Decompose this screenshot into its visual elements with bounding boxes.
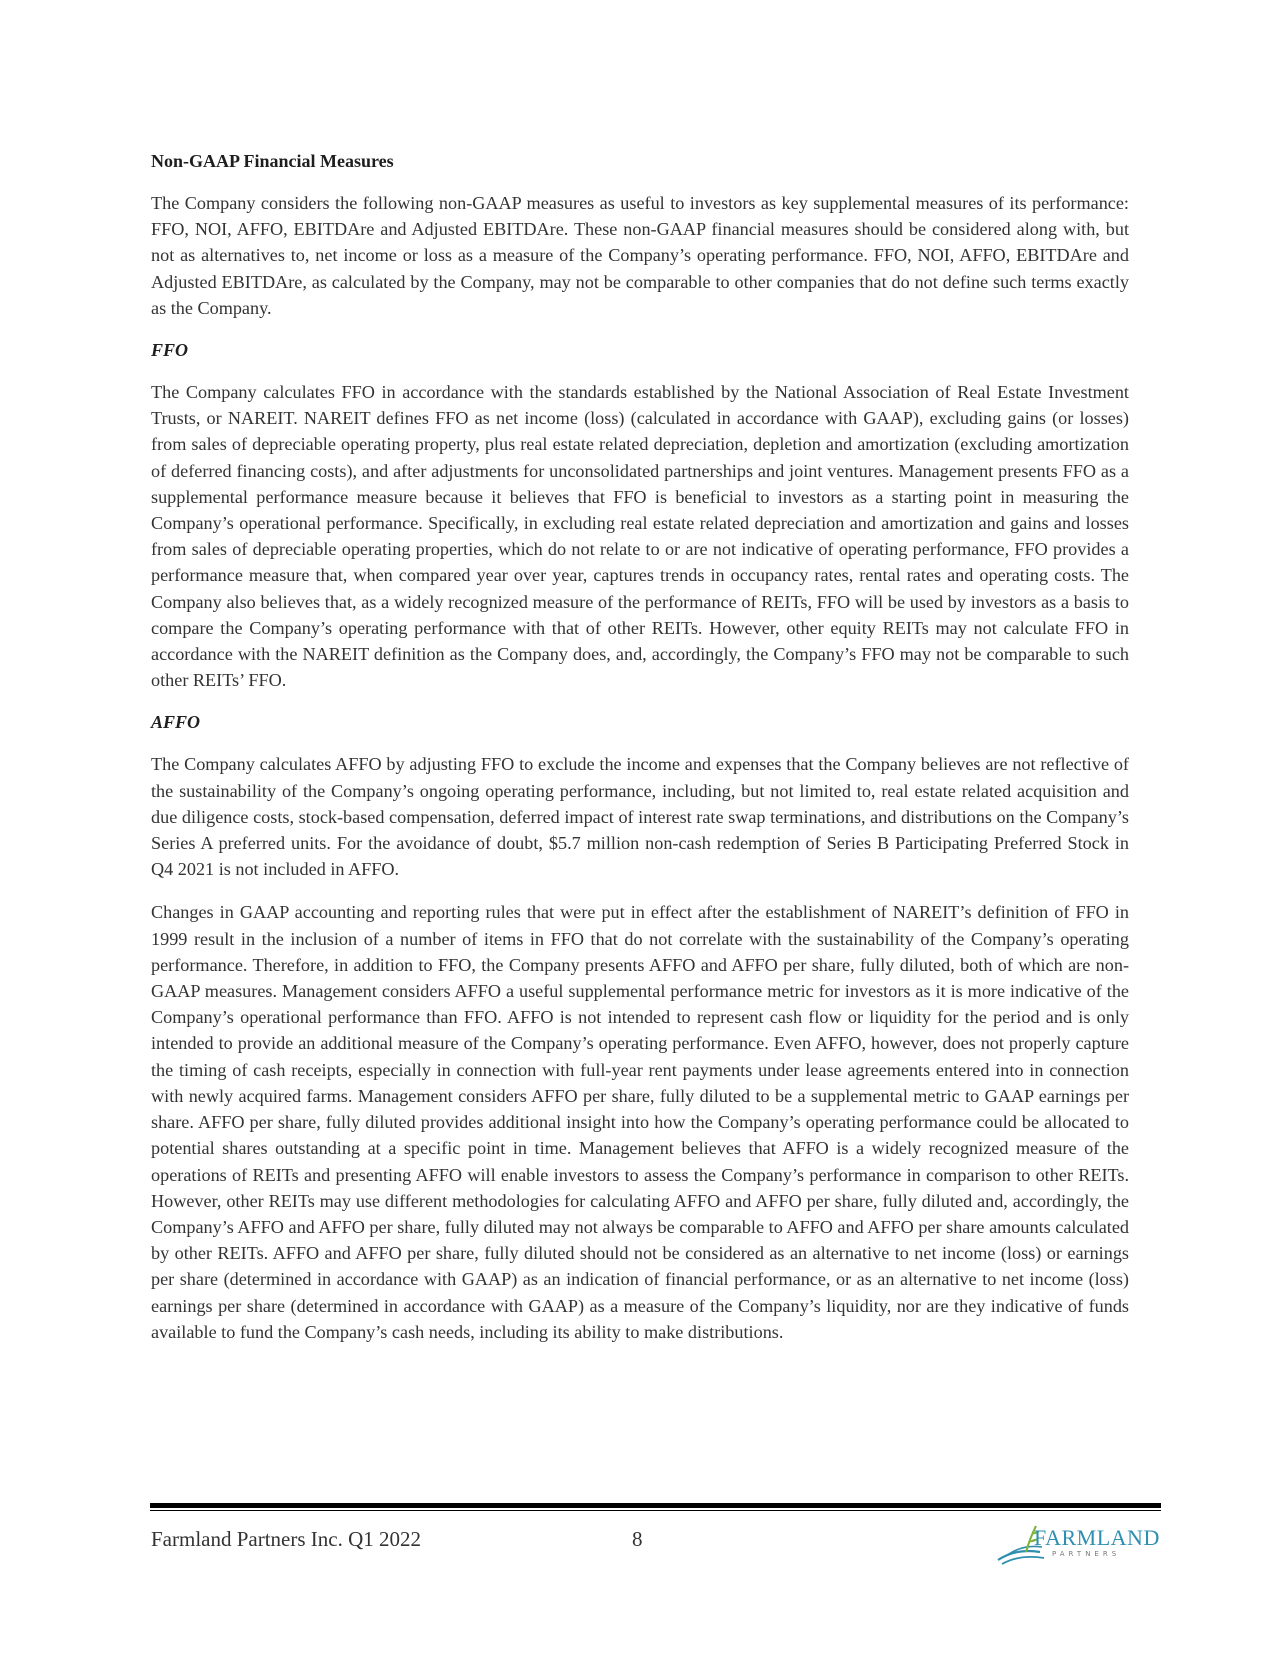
footer-page-number: 8: [632, 1527, 643, 1551]
farmland-partners-logo: [996, 1518, 1160, 1568]
logo-subtitle: PARTNERS: [1052, 1550, 1121, 1558]
affo-paragraph-1: The Company calculates AFFO by adjusting FFO to exclude the income and expenses that the Company believes are not reflective of the sustainability of the Company’s ongoing operating performance, including, but not limited to, real estate related acquisition and due diligence costs, stock-based compensation, deferred impact of interest rate swap terminations, and distributions on the Company’s Series A preferred units. For the avoidance of doubt, $5.7 million non-cash redemption of Series B Participating Preferred Stock in Q4 2021 is not included in AFFO.: [151, 754, 1129, 880]
affo-paragraph-2: Changes in GAAP accounting and reporting rules that were put in effect after the establishment of NAREIT’s definition of FFO in 1999 result in the inclusion of a number of items in FFO that do not correlate with the sustainability of the Company’s operating performance. Therefore, in addition to FFO, the Company presents AFFO and AFFO per share, fully diluted, both of which are non-GAAP measures. Management considers AFFO a useful supplemental performance metric for investors as it is more indicative of the Company’s operational performance than FFO. AFFO is not intended to represent cash flow or liquidity for the period and is only intended to provide an additional measure of the Company’s operating performance. Even AFFO, however, does not properly capture the timing of cash receipts, especially in connection with full-year rent payments under lease agreements entered into in connection with newly acquired farms. Management considers AFFO per share, fully diluted to be a supplemental metric to GAAP earnings per share. AFFO per share, fully diluted provides additional insight into how the Company’s operating performance could be allocated to potential shares outstanding at a specific point in time. Management believes that AFFO is a widely recognized measure of the operations of REITs and presenting AFFO will enable investors to assess the Company’s performance in comparison to other REITs. However, other REITs may use different methodologies for calculating AFFO and AFFO per share, fully diluted and, accordingly, the Company’s AFFO and AFFO per share, fully diluted may not always be comparable to AFFO and AFFO per share amounts calculated by other REITs. AFFO and AFFO per share, fully diluted should not be considered as an alternative to net income (loss) or earnings per share (determined in accordance with GAAP) as an indication of financial performance, or as an alternative to net income (loss) earnings per share (determined in accordance with GAAP) as a measure of the Company’s liquidity, nor are they indicative of funds available to fund the Company’s cash needs, including its ability to make distributions.: [151, 902, 1129, 1342]
ffo-heading: FFO: [151, 340, 189, 361]
section-heading: Non-GAAP Financial Measures: [151, 151, 394, 171]
ffo-paragraph: The Company calculates FFO in accordance with the standards established by the National Association of Real Estate Investment Trusts, or NAREIT. NAREIT defines FFO as net income (loss) (calculated in accordance with GAAP), excluding gains (or losses) from sales of depreciable operating property, plus real estate related depreciation, depletion and amortization (excluding amortization of deferred financing costs), and after adjustments for unconsolidated partnerships and joint ventures. Management presents FFO as a supplemental performance measure because it believes that FFO is beneficial to investors as a starting point in measuring the Company’s operational performance. Specifically, in excluding real estate related depreciation and amortization and gains and losses from sales of depreciable operating properties, which do not relate to or are not indicative of operating performance, FFO provides a performance measure that, when compared year over year, captures trends in occupancy rates, rental rates and operating costs. The Company also believes that, as a widely recognized measure of the performance of REITs, FFO will be used by investors as a basis to compare the Company’s operating performance with that of other REITs. However, other equity REITs may not calculate FFO in accordance with the NAREIT definition as the Company does, and, accordingly, the Company’s FFO may not be comparable to such other REITs’ FFO.: [151, 382, 1129, 691]
footer-company-report: Farmland Partners Inc. Q1 2022: [151, 1527, 422, 1551]
footer-divider-thin: [150, 1510, 1161, 1511]
footer-divider-thick: [150, 1503, 1161, 1508]
logo-wordmark: FARMLAND: [1034, 1525, 1160, 1550]
document-body: [151, 150, 1129, 1345]
intro-paragraph: The Company considers the following non-GAAP measures as useful to investors as key supplemental measures of its performance: FFO, NOI, AFFO, EBITDAre and Adjusted EBITDAre. These non-GAAP financial measures should be considered along with, but not as alternatives to, net income or loss as a measure of the Company’s operating performance. FFO, NOI, AFFO, EBITDAre and Adjusted EBITDAre, as calculated by the Company, may not be comparable to other companies that do not define such terms exactly as the Company.: [151, 193, 1129, 318]
affo-heading: AFFO: [151, 712, 201, 733]
